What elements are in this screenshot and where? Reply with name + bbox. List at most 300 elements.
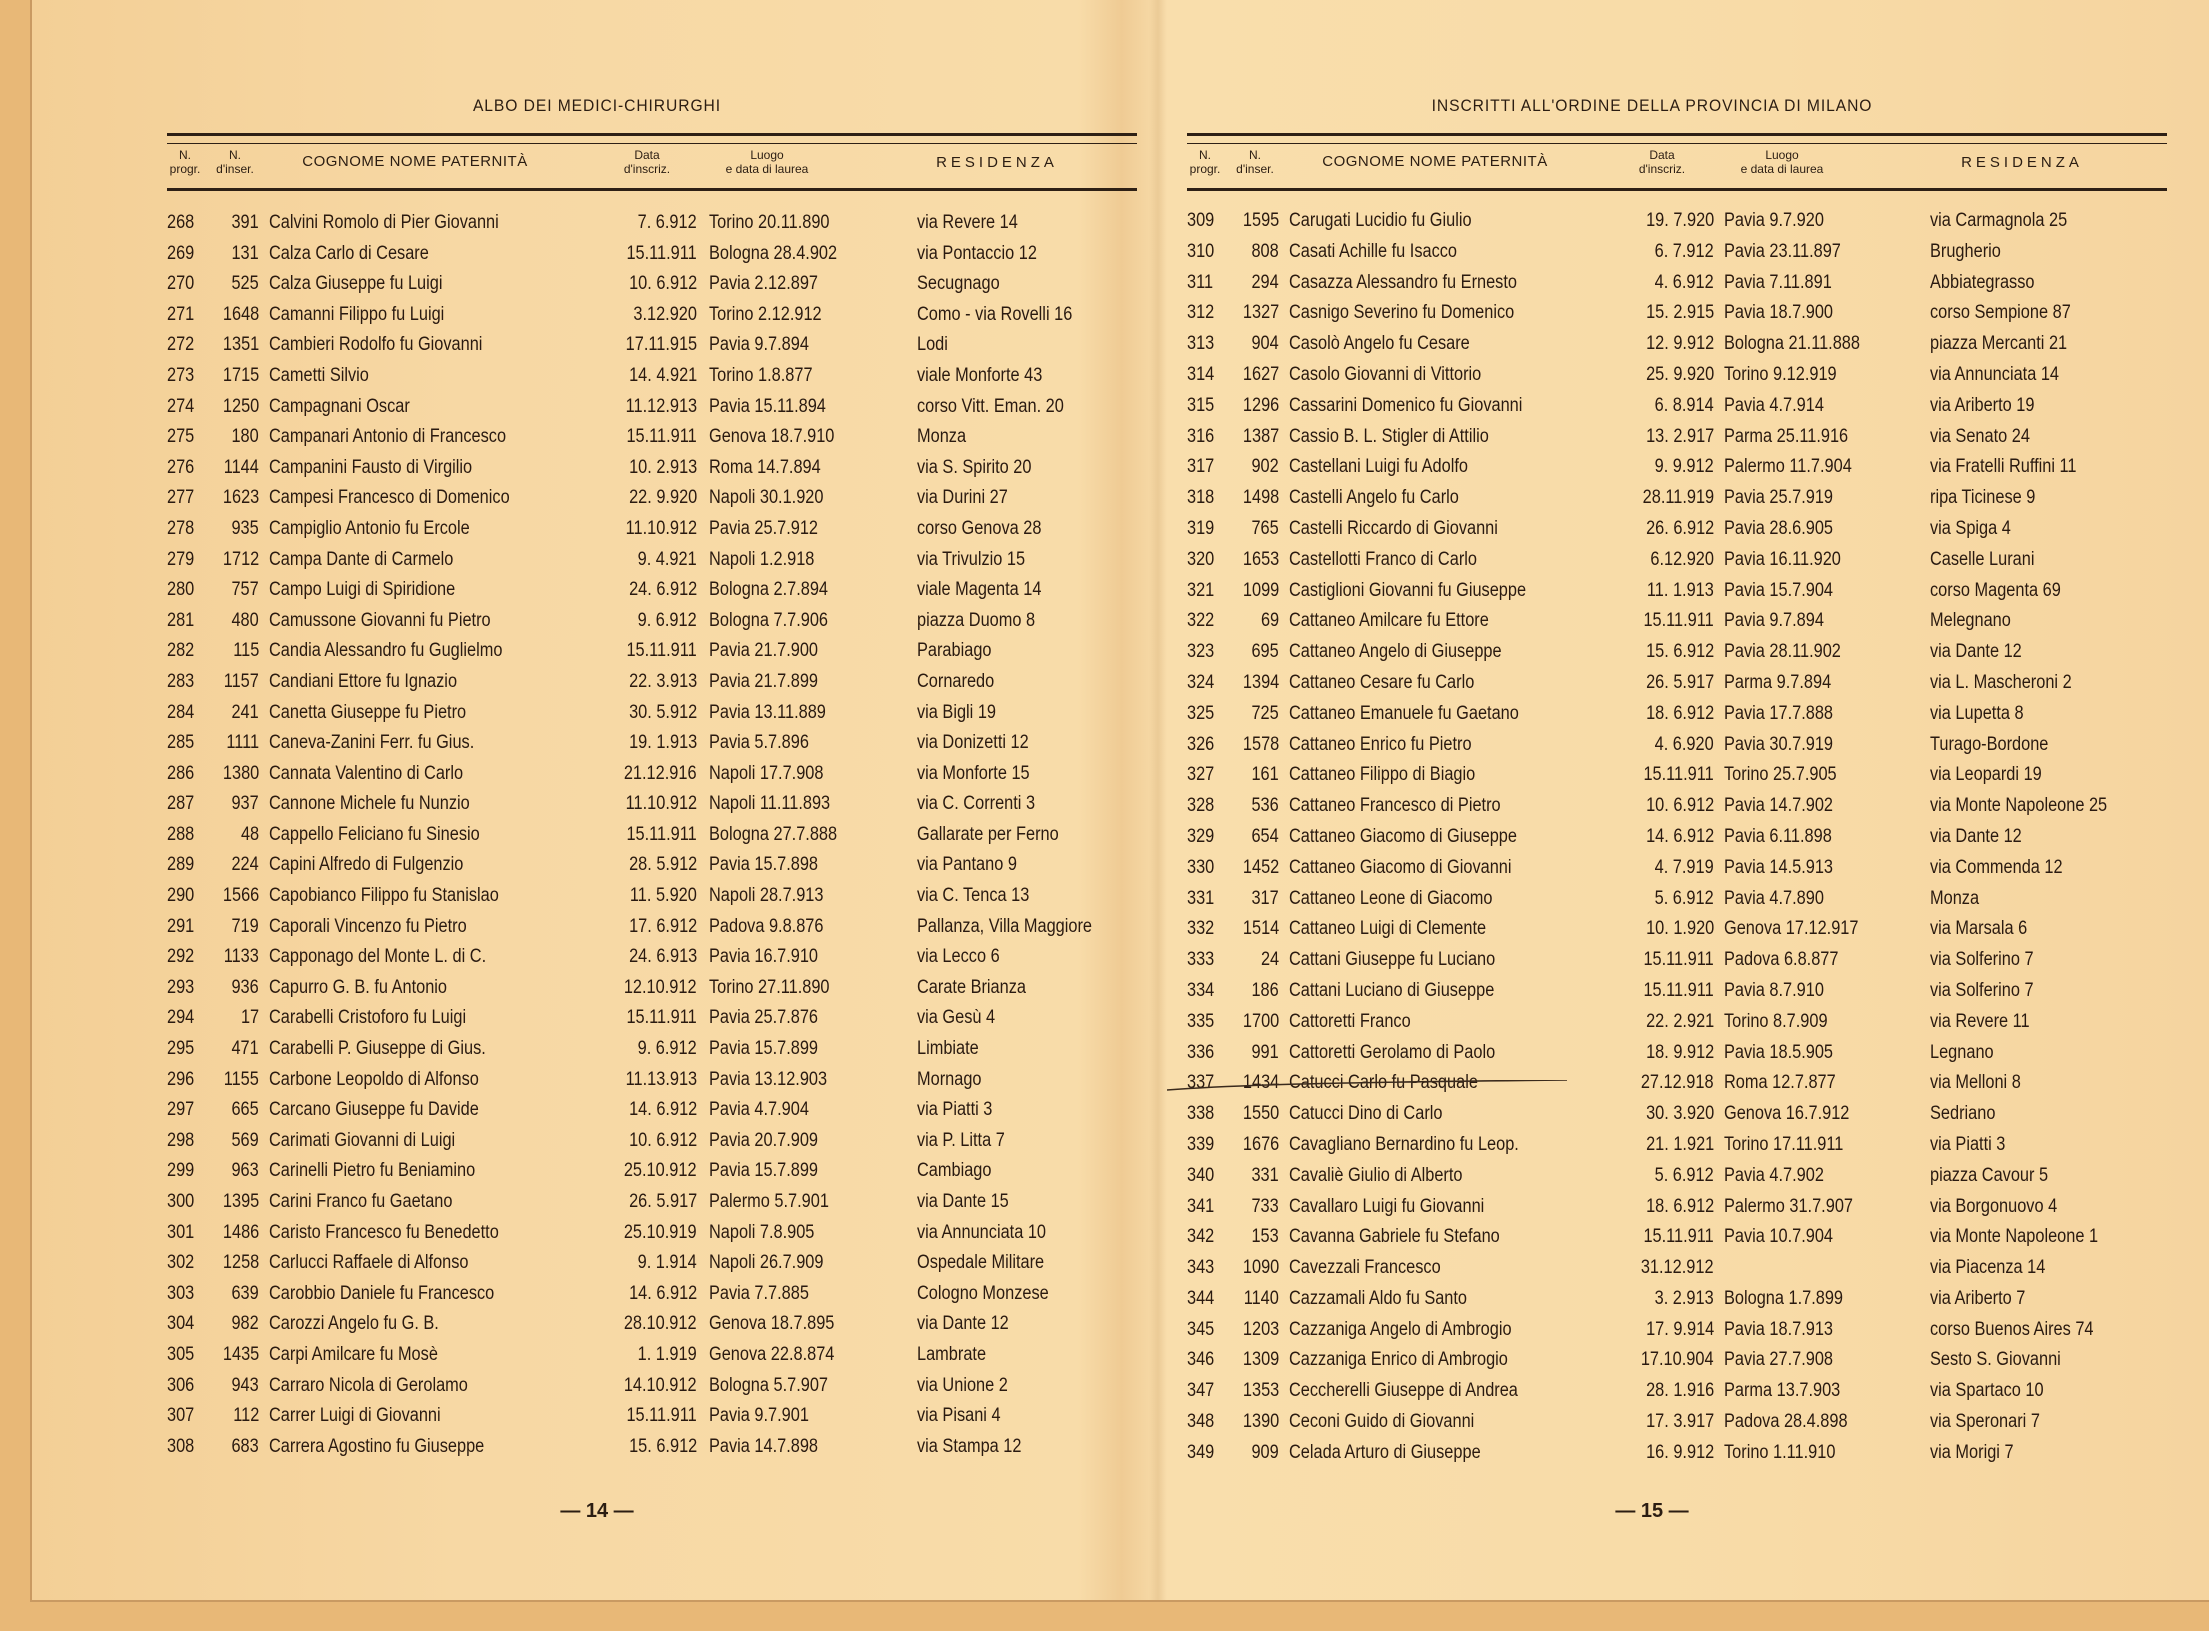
cell-name-text: Campesi Francesco di Domenico (269, 487, 510, 509)
cell-name (269, 457, 505, 479)
cell-residenza (1930, 949, 2050, 971)
cell-residenza-text: piazza Duomo 8 (917, 609, 1036, 631)
cell-data-inscr (587, 457, 697, 479)
table-row (1187, 302, 2167, 333)
cell-data-inscr-text: 9. 4.921 (637, 548, 697, 570)
cell-residenza-text: via Durini 27 (917, 487, 1008, 509)
cell-data-inscr-text: 12.10.912 (624, 976, 697, 998)
cell-n-inser-text: 1157 (223, 670, 259, 692)
cell-n-inser-text: 765 (1251, 517, 1279, 539)
cell-name (1289, 826, 1554, 848)
cell-n-progr (167, 487, 207, 509)
cell-n-inser (1227, 210, 1279, 232)
header-rule (167, 188, 1137, 191)
cell-residenza-text: Brugherio (1930, 240, 2001, 262)
cell-n-progr-text: 342 (1187, 1226, 1215, 1248)
cell-name-text: Carini Franco fu Gaetano (269, 1191, 453, 1212)
cell-name-text: Cattaneo Luigi di Clemente (1289, 918, 1487, 940)
cell-n-progr (1187, 1134, 1227, 1156)
cell-name-text: Caporali Vincenzo fu Pietro (269, 915, 467, 937)
handwritten-underline (1167, 1080, 1567, 1094)
cell-n-inser-text: 1250 (222, 395, 259, 417)
table-header (167, 140, 1147, 188)
cell-luogo-text: Pavia 16.11.920 (1724, 548, 1841, 570)
cell-n-inser-text: 180 (231, 426, 259, 448)
cell-residenza (1930, 888, 1987, 910)
table-row (167, 1191, 1147, 1222)
cell-residenza-text: Cologno Monzese (917, 1282, 1049, 1304)
cell-n-inser (1227, 456, 1279, 478)
cell-residenza (917, 365, 1063, 387)
cell-n-inser (207, 1375, 259, 1397)
table-row (167, 365, 1147, 396)
cell-data-inscr-text: 28.11.919 (1642, 487, 1714, 509)
cell-name (269, 334, 517, 356)
cell-n-progr (167, 1160, 207, 1182)
cell-n-progr-text: 289 (167, 854, 195, 876)
cell-n-progr-text: 298 (167, 1129, 195, 1151)
cell-residenza (917, 1130, 1019, 1152)
cell-n-progr (167, 1436, 207, 1458)
cell-data-inscr (1599, 734, 1714, 756)
cell-luogo-text: Pavia 9.7.901 (709, 1405, 809, 1427)
cell-residenza-text: Gallarate per Ferno (917, 823, 1059, 845)
cell-name (269, 487, 549, 509)
cell-n-inser-text: 1140 (1243, 1287, 1279, 1309)
cell-name (269, 1038, 521, 1060)
cell-name-text: Casolo Giovanni di Vittorio (1289, 363, 1482, 385)
cell-residenza-text: via Pontaccio 12 (917, 242, 1037, 264)
cell-name (269, 916, 499, 938)
cell-luogo (709, 365, 829, 387)
cell-name (1289, 610, 1521, 632)
cell-n-progr (167, 671, 207, 693)
cell-name-text: Campa Dante di Carmelo (269, 548, 454, 570)
table-row (167, 457, 1147, 488)
cell-n-inser (207, 1283, 259, 1305)
table-row (167, 549, 1147, 580)
cell-name-text: Carugati Lucidio fu Giulio (1289, 210, 1472, 231)
cell-data-inscr-text: 9. 6.912 (637, 1038, 697, 1060)
cell-name-text: Carimati Giovanni di Luigi (269, 1129, 456, 1151)
cell-n-progr-text: 324 (1187, 671, 1215, 693)
cell-n-progr (1187, 1226, 1227, 1248)
cell-name (269, 824, 514, 846)
cell-n-progr (1187, 1380, 1227, 1402)
cell-data-inscr (1599, 641, 1714, 663)
cell-data-inscr-text: 3. 2.913 (1654, 1287, 1714, 1309)
cell-n-progr-text: 317 (1187, 456, 1215, 478)
cell-n-inser-text: 153 (1251, 1226, 1279, 1248)
cell-luogo-text: Pavia 9.7.920 (1724, 210, 1824, 231)
cell-n-progr (167, 334, 207, 356)
cell-name-text: Carinelli Pietro fu Beniamino (269, 1160, 476, 1182)
cell-name-text: Cazzaniga Enrico di Ambrogio (1289, 1349, 1508, 1371)
cell-residenza (1930, 703, 2039, 725)
cell-name-text: Campagnani Oscar (269, 395, 410, 417)
cell-data-inscr (587, 732, 697, 754)
cell-luogo (709, 916, 842, 938)
page-number: — 15 — (1615, 1500, 1689, 1522)
cell-n-progr-text: 278 (167, 517, 195, 539)
cell-data-inscr (1599, 672, 1714, 694)
cell-n-inser-text: 131 (231, 242, 259, 264)
table-row (1187, 1103, 2167, 1134)
cell-n-progr-text: 309 (1187, 210, 1215, 231)
table-row (1187, 580, 2167, 611)
cell-data-inscr (1599, 549, 1714, 571)
cell-name-text: Capurro G. B. fu Antonio (269, 976, 448, 998)
cell-data-inscr-text: 6.12.920 (1650, 548, 1714, 570)
cell-name-text: Cassarini Domenico fu Giovanni (1289, 394, 1523, 416)
table-row (167, 1405, 1147, 1436)
cell-luogo (709, 732, 825, 754)
cell-residenza (1930, 549, 2051, 571)
cell-luogo-text: Napoli 1.2.918 (709, 548, 815, 570)
col-label: d'inscriz. (1638, 162, 1686, 176)
cell-name-text: Casnigo Severino fu Domenico (1289, 302, 1515, 324)
table-row (167, 1283, 1147, 1314)
col-label: N. (229, 148, 241, 162)
cell-n-progr (167, 916, 207, 938)
header-rule (1187, 188, 2167, 191)
cell-name (1289, 734, 1501, 756)
cell-name (269, 579, 486, 601)
cell-data-inscr (587, 243, 697, 265)
cell-name-text: Cattaneo Leone di Giacomo (1289, 887, 1493, 909)
table-row (167, 243, 1147, 274)
cell-residenza (917, 1160, 1004, 1182)
cell-residenza (917, 1375, 1023, 1397)
cell-data-inscr-text: 13. 2.917 (1645, 425, 1714, 447)
cell-n-inser-text: 1099 (1242, 579, 1279, 601)
cell-residenza (917, 579, 1062, 601)
cell-n-inser-text: 1353 (1242, 1380, 1279, 1402)
cell-name (269, 1283, 531, 1305)
cell-residenza (917, 457, 1050, 479)
cell-data-inscr (1599, 857, 1714, 879)
page-number: — 14 — (560, 1500, 634, 1522)
cell-luogo-text: Torino 17.11.911 (1724, 1133, 1844, 1155)
cell-name-text: Cappello Feliciano fu Sinesio (269, 823, 480, 845)
cell-name-text: Ceconi Guido di Giovanni (1289, 1411, 1475, 1433)
cell-residenza (1930, 456, 2100, 478)
cell-residenza (917, 702, 1009, 724)
cell-residenza-text: via Melloni 8 (1930, 1072, 2021, 1094)
cell-luogo-text: Pavia 25.7.919 (1724, 487, 1834, 509)
cell-data-inscr (1599, 1196, 1714, 1218)
cell-n-progr-text: 348 (1187, 1411, 1215, 1433)
cell-residenza (1930, 795, 2136, 817)
cell-n-inser (207, 1038, 259, 1060)
cell-n-inser (207, 243, 259, 265)
cell-name-text: Carrera Agostino fu Giuseppe (269, 1435, 485, 1457)
cell-n-inser (1227, 672, 1279, 694)
table-row (1187, 949, 2167, 980)
cell-n-inser (207, 1130, 259, 1152)
cell-n-inser (1227, 857, 1279, 879)
table-row (1187, 426, 2167, 457)
cell-data-inscr (1599, 888, 1714, 910)
cell-n-progr (167, 1375, 207, 1397)
table-row (1187, 1011, 2167, 1042)
cell-name-text: Celada Arturo di Giuseppe (1289, 1441, 1481, 1463)
cell-name (1289, 918, 1518, 940)
cell-luogo-text: Pavia 15.7.898 (709, 854, 819, 876)
cell-luogo-text: Padova 28.4.898 (1724, 1411, 1848, 1433)
cell-residenza-text: viale Monforte 43 (917, 364, 1043, 386)
cell-luogo (709, 1069, 846, 1091)
cell-data-inscr (587, 426, 697, 448)
cell-luogo-text: Roma 14.7.894 (709, 456, 821, 478)
cell-n-inser (207, 334, 259, 356)
cell-data-inscr (587, 1436, 697, 1458)
col-n-progr (165, 148, 205, 176)
cell-n-inser-text: 241 (231, 701, 259, 723)
cell-residenza-text: via Bigli 19 (917, 701, 997, 723)
table-row (167, 671, 1147, 702)
cell-residenza-text: Sesto S. Giovanni (1930, 1349, 2061, 1371)
table-row (1187, 672, 2167, 703)
cell-luogo (1724, 272, 1849, 294)
cell-name (1289, 888, 1526, 910)
cell-n-inser-text: 733 (1251, 1195, 1279, 1217)
cell-data-inscr-text: 6. 7.912 (1654, 240, 1714, 262)
table-row (1187, 333, 2167, 364)
cell-n-progr (167, 610, 207, 632)
cell-name (1289, 210, 1501, 232)
cell-n-inser (207, 1007, 259, 1029)
cell-data-inscr (1599, 426, 1714, 448)
cell-residenza-text: via C. Tenca 13 (917, 885, 1030, 907)
cell-residenza-text: via Senato 24 (1930, 425, 2030, 447)
cell-name (1289, 857, 1548, 879)
table-row (167, 1130, 1147, 1161)
cell-n-progr-text: 299 (167, 1160, 195, 1182)
cell-n-inser (207, 212, 259, 234)
table-row (167, 885, 1147, 916)
cell-n-progr-text: 291 (167, 915, 195, 937)
cell-n-progr-text: 331 (1187, 887, 1215, 909)
table-row (167, 946, 1147, 977)
table-row (167, 1069, 1147, 1100)
cell-residenza (1930, 826, 2037, 848)
cell-n-inser (1227, 1011, 1279, 1033)
cell-luogo-text: Torino 9.12.919 (1724, 363, 1837, 385)
cell-n-progr (167, 1405, 207, 1427)
cell-luogo-text: Pavia 15.7.904 (1724, 579, 1834, 601)
cell-data-inscr (587, 1038, 697, 1060)
cell-name (1289, 241, 1484, 263)
table-body (167, 212, 1147, 1466)
cell-residenza (1930, 1042, 2004, 1064)
cell-data-inscr-text: 17. 9.914 (1645, 1318, 1714, 1340)
cell-luogo-text: Napoli 28.7.913 (709, 885, 824, 907)
cell-name (1289, 1226, 1534, 1248)
cell-name-text: Cattaneo Angelo di Giuseppe (1289, 641, 1502, 663)
cell-name (269, 946, 521, 968)
cell-residenza (1930, 333, 2089, 355)
cell-data-inscr (1599, 272, 1714, 294)
table-row (1187, 1349, 2167, 1380)
cell-data-inscr (587, 334, 697, 356)
cell-n-inser-text: 1550 (1242, 1103, 1279, 1125)
table-row (1187, 764, 2167, 795)
cell-data-inscr (587, 916, 697, 938)
cell-data-inscr-text: 22. 2.921 (1645, 1010, 1714, 1032)
cell-n-progr (167, 1099, 207, 1121)
col-name: COGNOME NOME PATERNITÀ (1322, 153, 1548, 170)
cell-data-inscr-text: 28. 1.916 (1645, 1380, 1714, 1402)
cell-residenza (917, 854, 1033, 876)
cell-data-inscr-text: 17. 6.912 (628, 915, 697, 937)
cell-name-text: Cattaneo Enrico fu Pietro (1289, 733, 1472, 755)
cell-name (1289, 1288, 1496, 1310)
cell-n-progr-text: 337 (1187, 1072, 1215, 1094)
cell-luogo-text: Napoli 17.7.908 (709, 762, 824, 784)
cell-residenza (917, 671, 1007, 693)
cell-name (269, 640, 540, 662)
cell-name (1289, 949, 1529, 971)
cell-residenza-text: Legnano (1930, 1041, 1994, 1063)
cell-n-inser-text: 1648 (222, 303, 259, 325)
cell-name-text: Castiglioni Giovanni fu Giuseppe (1289, 579, 1527, 601)
cell-data-inscr-text: 14.10.912 (624, 1374, 697, 1396)
cell-luogo (709, 1436, 836, 1458)
cell-n-inser-text: 48 (240, 823, 259, 845)
cell-data-inscr-text: 21. 1.921 (1645, 1133, 1714, 1155)
cell-data-inscr-text: 10. 2.913 (628, 456, 697, 478)
cell-name (269, 610, 527, 632)
cell-data-inscr-text: 19. 1.913 (628, 732, 697, 754)
cell-data-inscr-text: 15. 2.915 (1645, 302, 1714, 324)
cell-n-progr-text: 335 (1187, 1010, 1215, 1032)
cell-residenza-text: via Trivulzio 15 (917, 548, 1026, 570)
cell-n-progr (1187, 1103, 1227, 1125)
cell-n-progr (1187, 426, 1227, 448)
table-row (1187, 1442, 2167, 1473)
cell-residenza-text: via Carmagnola 25 (1930, 210, 2068, 231)
cell-residenza-text: via Revere 11 (1930, 1010, 2030, 1032)
cell-name (1289, 364, 1513, 386)
cell-name-text: Carobbio Daniele fu Francesco (269, 1282, 495, 1304)
cell-residenza-text: via Morigi 7 (1930, 1441, 2014, 1463)
cell-data-inscr (1599, 456, 1714, 478)
cell-n-progr (1187, 888, 1227, 910)
cell-n-progr (1187, 734, 1227, 756)
cell-data-inscr (587, 1007, 697, 1029)
col-n-progr (1185, 148, 1225, 176)
cell-name-text: Casati Achille fu Isacco (1289, 240, 1458, 262)
cell-n-progr-text: 280 (167, 579, 195, 601)
cell-n-inser (1227, 1288, 1279, 1310)
cell-n-progr (1187, 1349, 1227, 1371)
cell-residenza (917, 426, 974, 448)
table-row (1187, 826, 2167, 857)
cell-n-progr-text: 288 (167, 823, 195, 845)
cell-n-inser-text: 480 (231, 609, 259, 631)
cell-luogo (1724, 1380, 1859, 1402)
cell-data-inscr (1599, 1103, 1714, 1125)
cell-name-text: Calza Giuseppe fu Luigi (269, 273, 443, 295)
cell-residenza (917, 304, 1098, 326)
cell-n-inser-text: 725 (1251, 702, 1279, 724)
cell-n-progr-text: 269 (167, 242, 195, 264)
cell-data-inscr (587, 1252, 697, 1274)
cell-luogo-text: Bologna 2.7.894 (709, 579, 829, 601)
cell-n-progr (1187, 949, 1227, 971)
cell-residenza-text: via Speronari 7 (1930, 1411, 2040, 1433)
cell-n-inser-text: 808 (1251, 240, 1279, 262)
cell-n-inser-text: 115 (232, 640, 259, 662)
cell-n-progr (167, 763, 207, 785)
cell-residenza (917, 1038, 989, 1060)
cell-n-inser (1227, 395, 1279, 417)
cell-n-progr-text: 312 (1187, 302, 1215, 324)
cell-luogo (1724, 888, 1840, 910)
cell-data-inscr-text: 12. 9.912 (1645, 333, 1714, 355)
cell-name (1289, 1011, 1431, 1033)
cell-luogo-text: Pavia 10.7.904 (1724, 1226, 1834, 1248)
cell-residenza-text: via Stampa 12 (917, 1435, 1022, 1457)
cell-n-inser-text: 936 (231, 976, 259, 998)
cell-data-inscr-text: 9. 1.914 (637, 1252, 697, 1274)
cell-luogo-text: Pavia 4.7.904 (709, 1099, 809, 1121)
table-row (167, 304, 1147, 335)
cell-residenza (917, 1191, 1024, 1213)
cell-luogo-text: Torino 20.11.890 (709, 212, 830, 233)
cell-residenza-text: via Ariberto 19 (1930, 394, 2035, 416)
cell-data-inscr (1599, 949, 1714, 971)
cell-n-progr-text: 294 (167, 1007, 195, 1029)
cell-luogo (709, 1252, 842, 1274)
cell-residenza (917, 1313, 1024, 1335)
cell-n-progr-text: 293 (167, 976, 195, 998)
cell-luogo (709, 1405, 825, 1427)
cell-n-progr (167, 1130, 207, 1152)
cell-data-inscr (1599, 1380, 1714, 1402)
cell-n-inser (1227, 302, 1279, 324)
cell-luogo (1724, 1103, 1870, 1125)
cell-n-inser-text: 904 (1251, 333, 1279, 355)
cell-n-progr (167, 854, 207, 876)
cell-name-text: Carlucci Raffaele di Alfonso (269, 1252, 469, 1274)
cell-luogo-text: Genova 16.7.912 (1724, 1103, 1850, 1125)
cell-n-inser-text: 1387 (1242, 425, 1279, 447)
cell-n-progr-text: 306 (167, 1374, 195, 1396)
cell-residenza-text: Limbiate (917, 1038, 979, 1060)
table-row (1187, 1134, 2167, 1165)
table-row (1187, 1196, 2167, 1227)
cell-residenza-text: via Lupetta 8 (1930, 702, 2024, 724)
cell-luogo-text: Pavia 2.12.897 (709, 273, 819, 295)
cell-n-inser (207, 304, 259, 326)
cell-n-progr-text: 286 (167, 762, 195, 784)
cell-luogo (709, 1160, 836, 1182)
cell-residenza (1930, 1288, 2041, 1310)
cell-luogo (1724, 703, 1851, 725)
cell-data-inscr (1599, 364, 1714, 386)
cell-residenza (1930, 672, 2095, 694)
table-row (167, 1252, 1147, 1283)
cell-residenza (1930, 395, 2051, 417)
cell-residenza-text: Cambiago (917, 1160, 992, 1182)
col-label: d'inscriz. (623, 162, 671, 176)
cell-residenza (1930, 518, 2024, 540)
cell-luogo-text: Pavia 18.7.913 (1724, 1318, 1834, 1340)
cell-name (1289, 456, 1497, 478)
table-row (167, 1436, 1147, 1467)
